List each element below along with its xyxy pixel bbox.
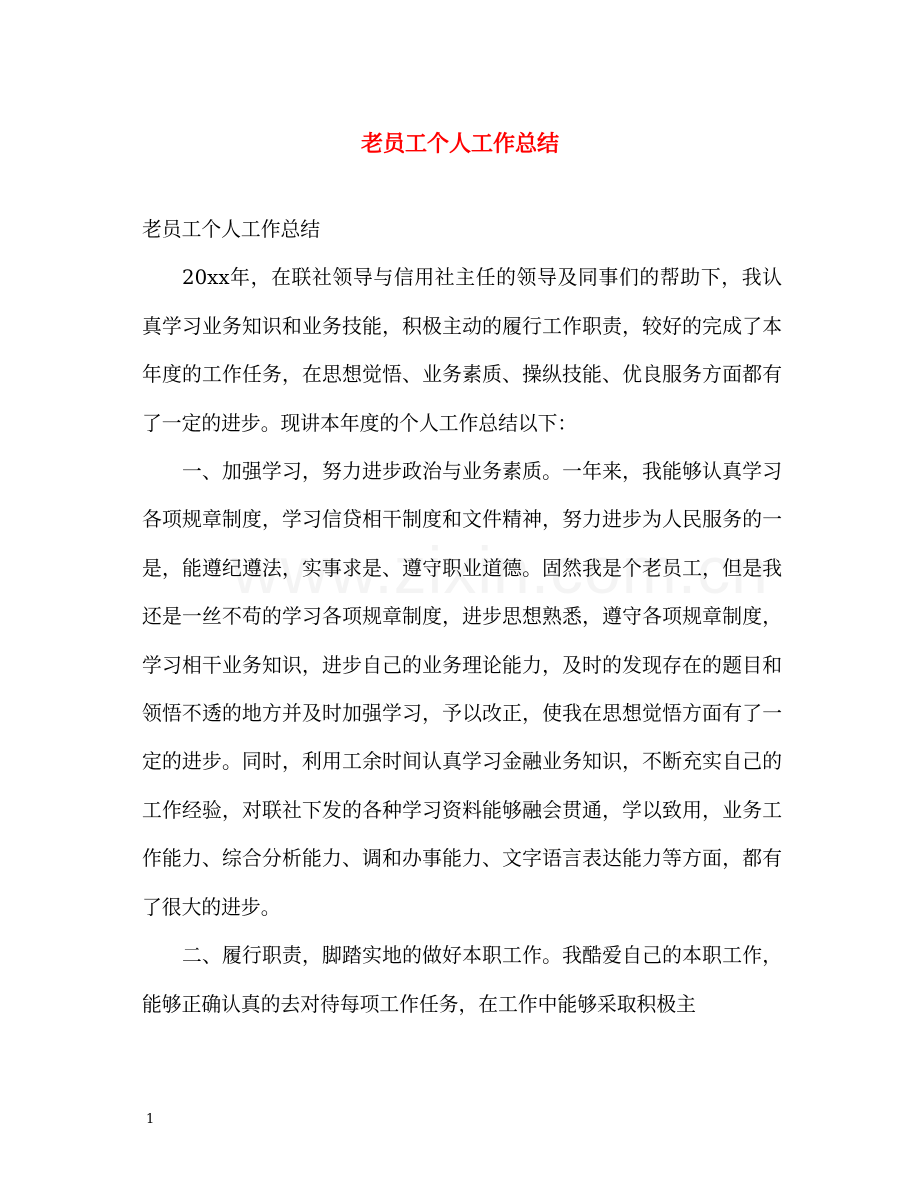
- page-number: 1: [146, 1112, 155, 1127]
- paragraph-study: 一、加强学习，努力进步政治与业务素质。一年来，我能够认真学习各项规章制度，学习信贷相干制度和文件精神，努力进步为人民服务的一是，能遵纪遵法，实事求是、遵守职业道德。固然我是个老员工，但是我还是一丝不苟的学习各项规章制度，进步思想熟悉，遵守各项规章制度，学习相干业务知识，进步自己的业务理论能力，及时的发现存在的题目和领悟不透的地方并及时加强学习，予以改正，使我在思想觉悟方面有了一定的进步。同时，利用工余时间认真学习金融业务知识，不断充实自己的工作经验，对联社下发的各种学习资料能够融会贯通，学以致用，业务工作能力、综合分析能力、调和办事能力、文字语言表达能力等方面，都有了很大的进步。: [142, 460, 782, 919]
- document-title: 老员工个人工作总结: [360, 131, 559, 157]
- document-subtitle: 老员工个人工作总结: [142, 218, 321, 241]
- paragraph-intro: 20xx年，在联社领导与信用社主任的领导及同事们的帮助下，我认真学习业务知识和业务技能，积极主动的履行工作职责，较好的完成了本年度的工作任务，在思想觉悟、业务素质、操纵技能、优良服务方面都有了一定的进步。现讲本年度的个人工作总结以下：: [142, 266, 782, 435]
- document-body: [142, 206, 782, 1029]
- paragraph-duties: 二、履行职责，脚踏实地的做好本职工作。我酷爱自己的本职工作，能够正确认真的去对待每项工作任务，在工作中能够采取积极主: [142, 944, 782, 1016]
